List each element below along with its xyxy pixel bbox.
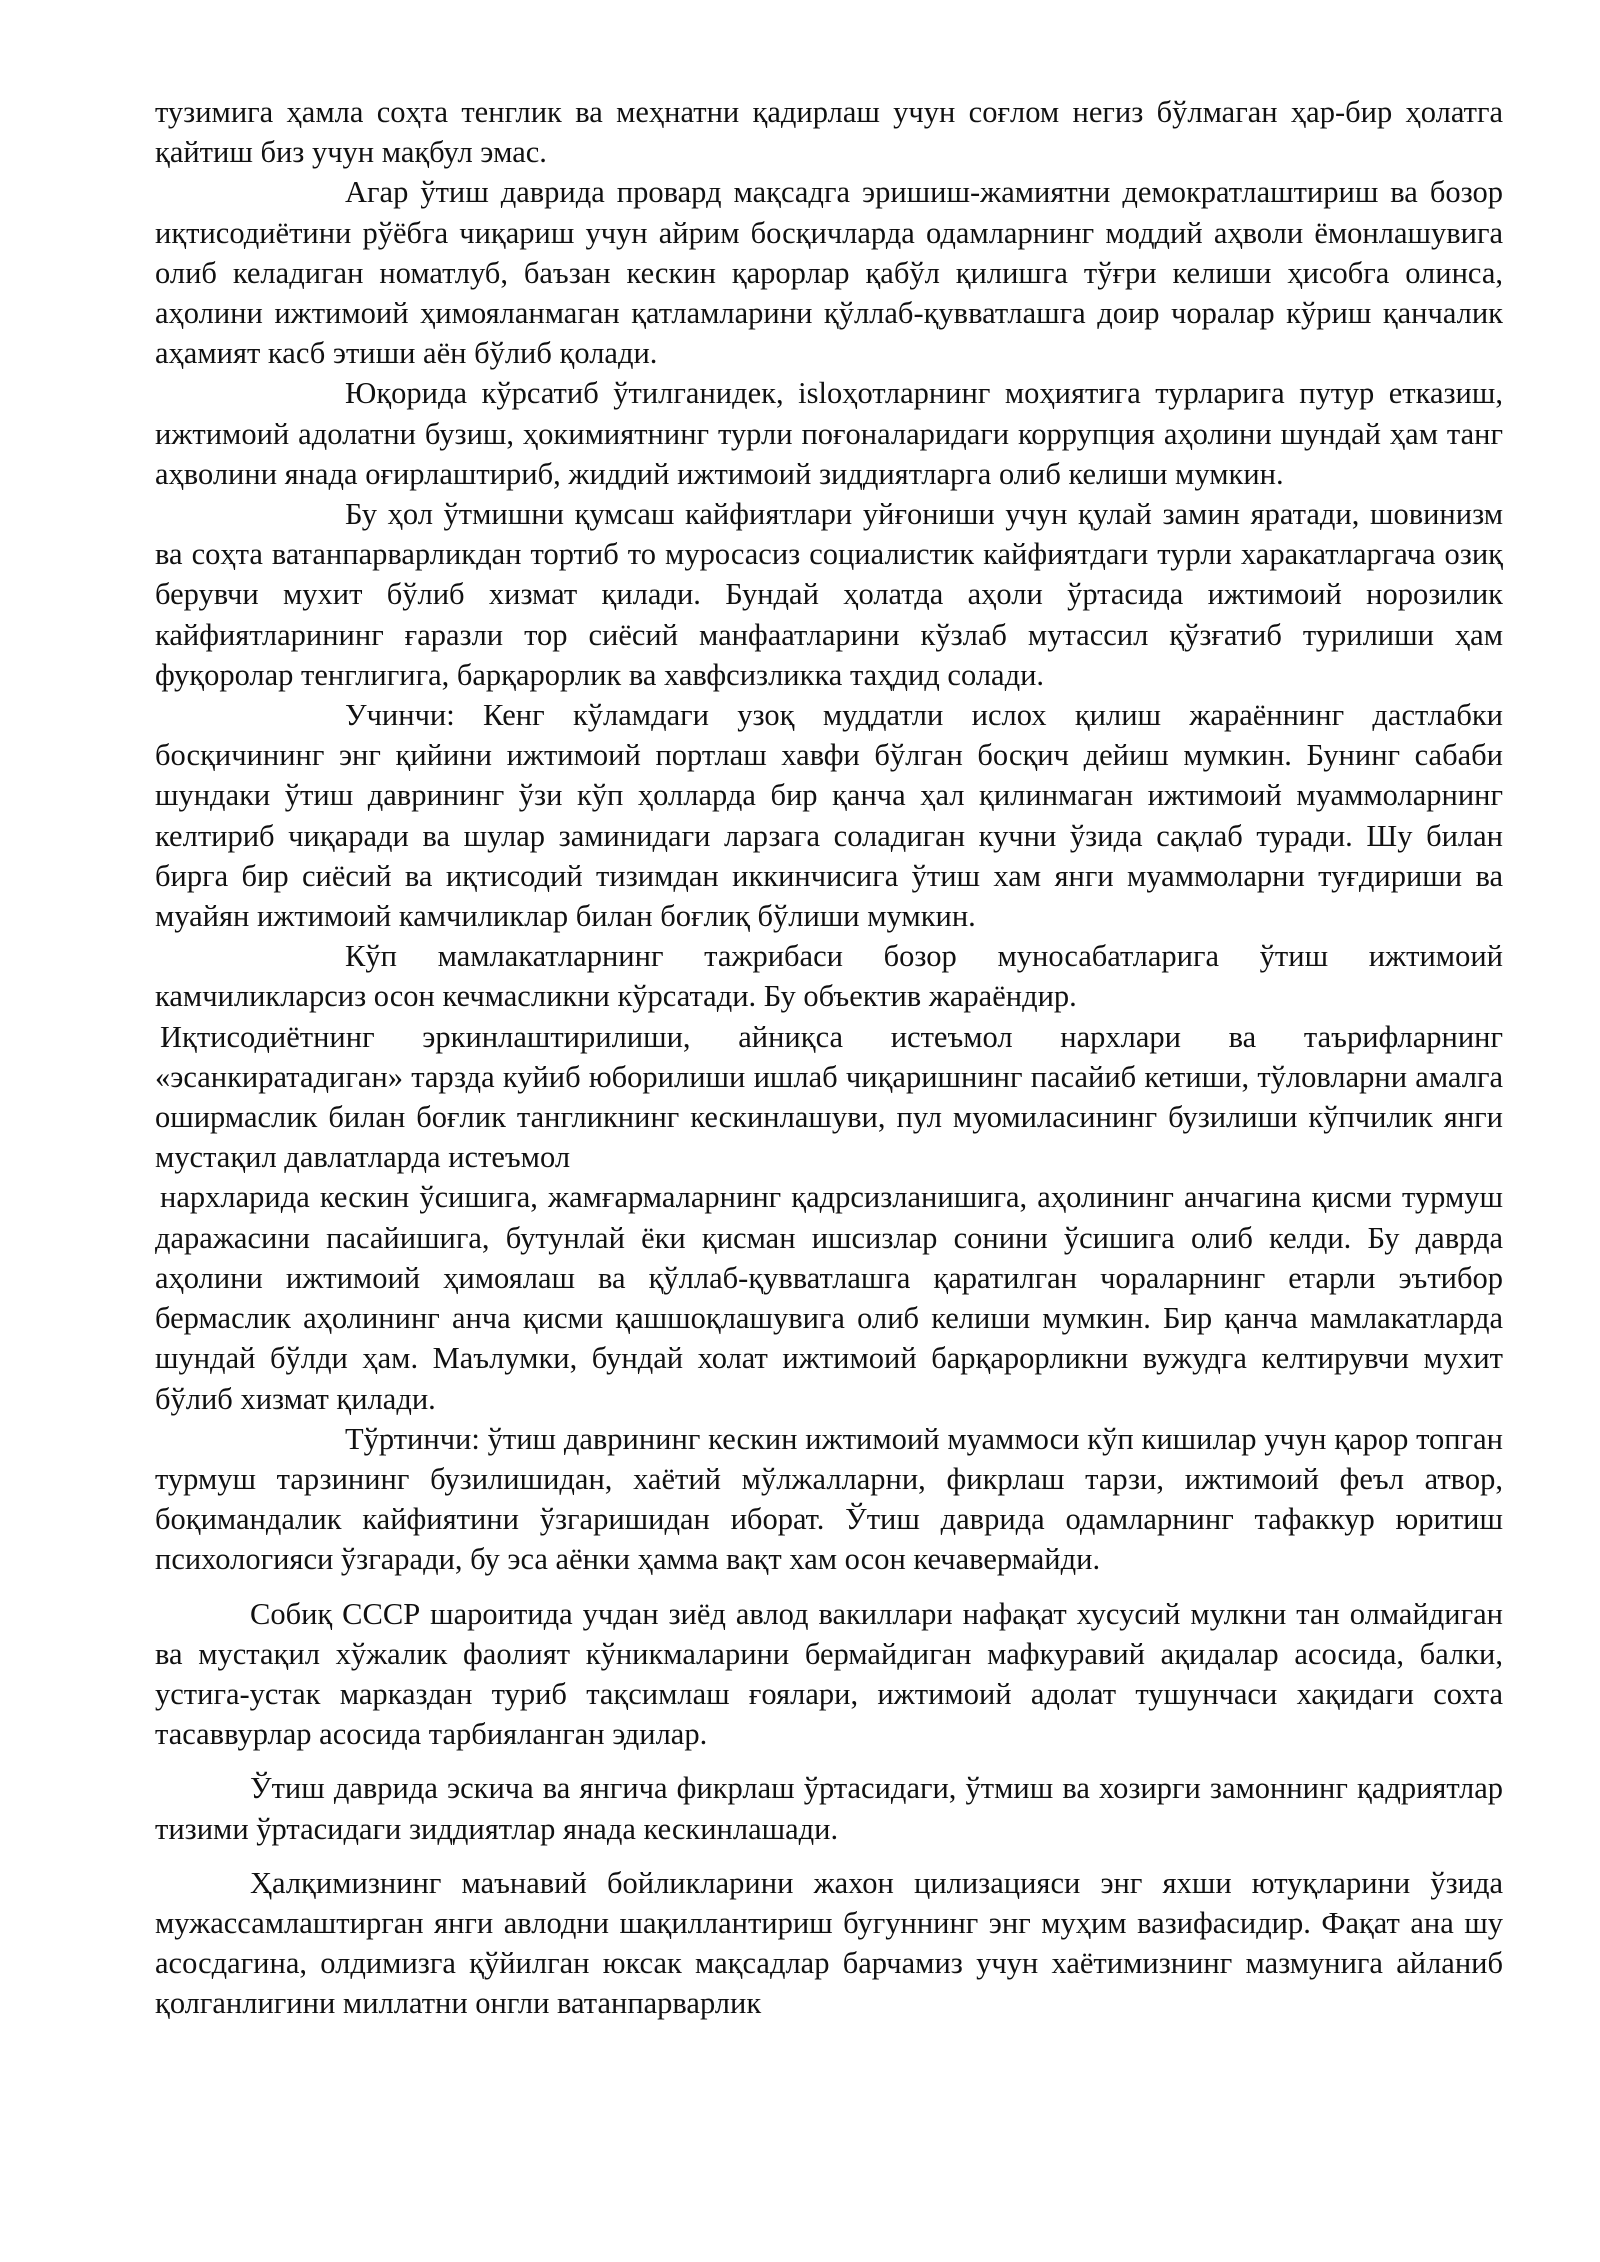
paragraph-10: Собиқ СССР шароитида учдан зиёд авлод вакиллари нафақат хусусий мулкни тан олмайдиган ва мустақил хўжалик фаолият кўникмаларини бермайдиган мафкуравий ақидалар асосида, балки, устига-устак марказдан туриб тақсимлаш ғоялари, ижтимоий адолат тушунчаси хақидаги сохта тасаввурлар асосида тарбияланган эдилар. <box>155 1596 1503 1752</box>
paragraph-6: Кўп мамлакатларнинг тажрибаси бозор муносабатларига ўтиш ижтимоий камчиликларсиз осон кечмасликни кўрсатади. Бу объектив жараёндир. <box>155 939 1503 1014</box>
paragraph-4: Бу ҳол ўтмишни қумсаш кайфиятлари уйғониши учун қулай замин яратади, шовинизм ва соҳта ватанпарварликдан тортиб то муросасиз социалистик кайфиятдаги турли харакатларгача озиқ берувчи мухит бўлиб хизмат қилади. Бундай ҳолатда аҳоли ўртасида ижтимоий норозилик кайфиятларининг ғаразли тор сиёсий манфаатларини кўзлаб мутассил қўзғатиб турилиши ҳам фуқоролар тенглигига, барқарорлик ва хавфсизликка таҳдид солади. <box>155 497 1503 692</box>
paragraph-12: Ҳалқимизнинг маънавий бойликларини жахон цилизацияси энг яхши ютуқларини ўзида мужассамлаштирган янги авлодни шақиллантириш бугуннинг энг муҳим вазифасидир. Фақат ана шу асосдагина, олдимизга қўйилган юксак мақсадлар барчамиз учун хаётимизнинг мазмунига айланиб қолганлигини миллатни онгли ватанпарварлик <box>155 1865 1503 2021</box>
document-page <box>155 92 1503 2024</box>
paragraph-7: Иқтисодиётнинг эркинлаштирилиши, айниқса истеъмол нархлари ва таърифларнинг «эсанкиратадиган» тарзда куйиб юборилиши ишлаб чиқаришнинг пасайиб кетиши, тўловларни амалга оширмаслик билан боғлик тангликнинг кескинлашуви, пул муомиласининг бузилиши кўпчилик янги мустақил давлатларда истеъмол <box>155 1019 1503 1175</box>
paragraph-5: Учинчи: Кенг кўламдаги узоқ муддатли ислох қилиш жараённинг дастлабки босқичининг энг қийини ижтимоий портлаш хавфи бўлган босқич дейиш мумкин. Бунинг сабаби шундаки ўтиш даврининг ўзи кўп ҳолларда бир қанча ҳал қилинмаган ижтимоий муаммоларнинг келтириб чиқаради ва шулар заминидаги ларзага соладиган кучни ўзида сақлаб туради. Шу билан бирга бир сиёсий ва иқтисодий тизимдан иккинчисига ўтиш хам янги муаммоларни туғдириши ва муайян ижтимоий камчиликлар билан боғлиқ бўлиши мумкин. <box>155 698 1503 934</box>
paragraph-9: Тўртинчи: ўтиш даврининг кескин ижтимоий муаммоси кўп кишилар учун қарор топган турмуш тарзининг бузилишидан, хаётий мўлжалларни, фикрлаш тарзи, ижтимоий феъл атвор, боқимандалик кайфиятини ўзгаришидан иборат. Ўтиш даврида одамларнинг тафаккур юритиш психологияси ўзгаради, бу эса аёнки ҳамма вақт хам осон кечавермайди. <box>155 1421 1503 1577</box>
paragraph-3: Юқорида кўрсатиб ўтилганидек, islоҳотларнинг моҳиятига турларига путур етказиш, ижтимоий адолатни бузиш, ҳокимиятнинг турли поғоналаридаги коррупция аҳолини шундай ҳам танг аҳволини янада оғирлаштириб, жиддий ижтимоий зиддиятларга олиб келиши мумкин. <box>155 376 1503 491</box>
paragraph-8: нархларида кескин ўсишига, жамғармаларнинг қадрсизланишига, аҳолининг анчагина қисми турмуш даражасини пасайишига, бутунлай ёки қисман ишсизлар сонини ўсишига олиб келди. Бу даврда аҳолини ижтимоий ҳимоялаш ва қўллаб-қувватлашга қаратилган чораларнинг етарли эътибор бермаслик аҳолининг анча қисми қашшоқлашувига олиб келиши мумкин. Бир қанча мамлакатларда шундай бўлди ҳам. Маълумки, бундай холат ижтимоий барқарорликни вужудга келтирувчи мухит бўлиб хизмат қилади. <box>155 1180 1503 1416</box>
paragraph-2: Агар ўтиш даврида провард мақсадга эришиш-жамиятни демократлаштириш ва бозор иқтисодиётини рўёбга чиқариш учун айрим босқичларда одамларнинг моддий аҳволи ёмонлашувига олиб келадиган номатлуб, баъзан кескин қарорлар қабўл қилишга тўғри келиши ҳисобга олинса, аҳолини ижтимоий ҳимояланмаган қатламларини қўллаб-қувватлашга доир чоралар кўриш қанчалик аҳамият касб этиши аён бўлиб қолади. <box>155 175 1503 371</box>
paragraph-11: Ўтиш даврида эскича ва янгича фикрлаш ўртасидаги, ўтмиш ва хозирги замоннинг қадриятлар тизими ўртасидаги зиддиятлар янада кескинлашади. <box>155 1771 1503 1846</box>
paragraph-1: тузимига ҳамла соҳта тенглик ва меҳнатни қадирлаш учун соғлом негиз бўлмаган ҳар-бир ҳолатга қайтиш биз учун мақбул эмас. <box>155 95 1503 170</box>
